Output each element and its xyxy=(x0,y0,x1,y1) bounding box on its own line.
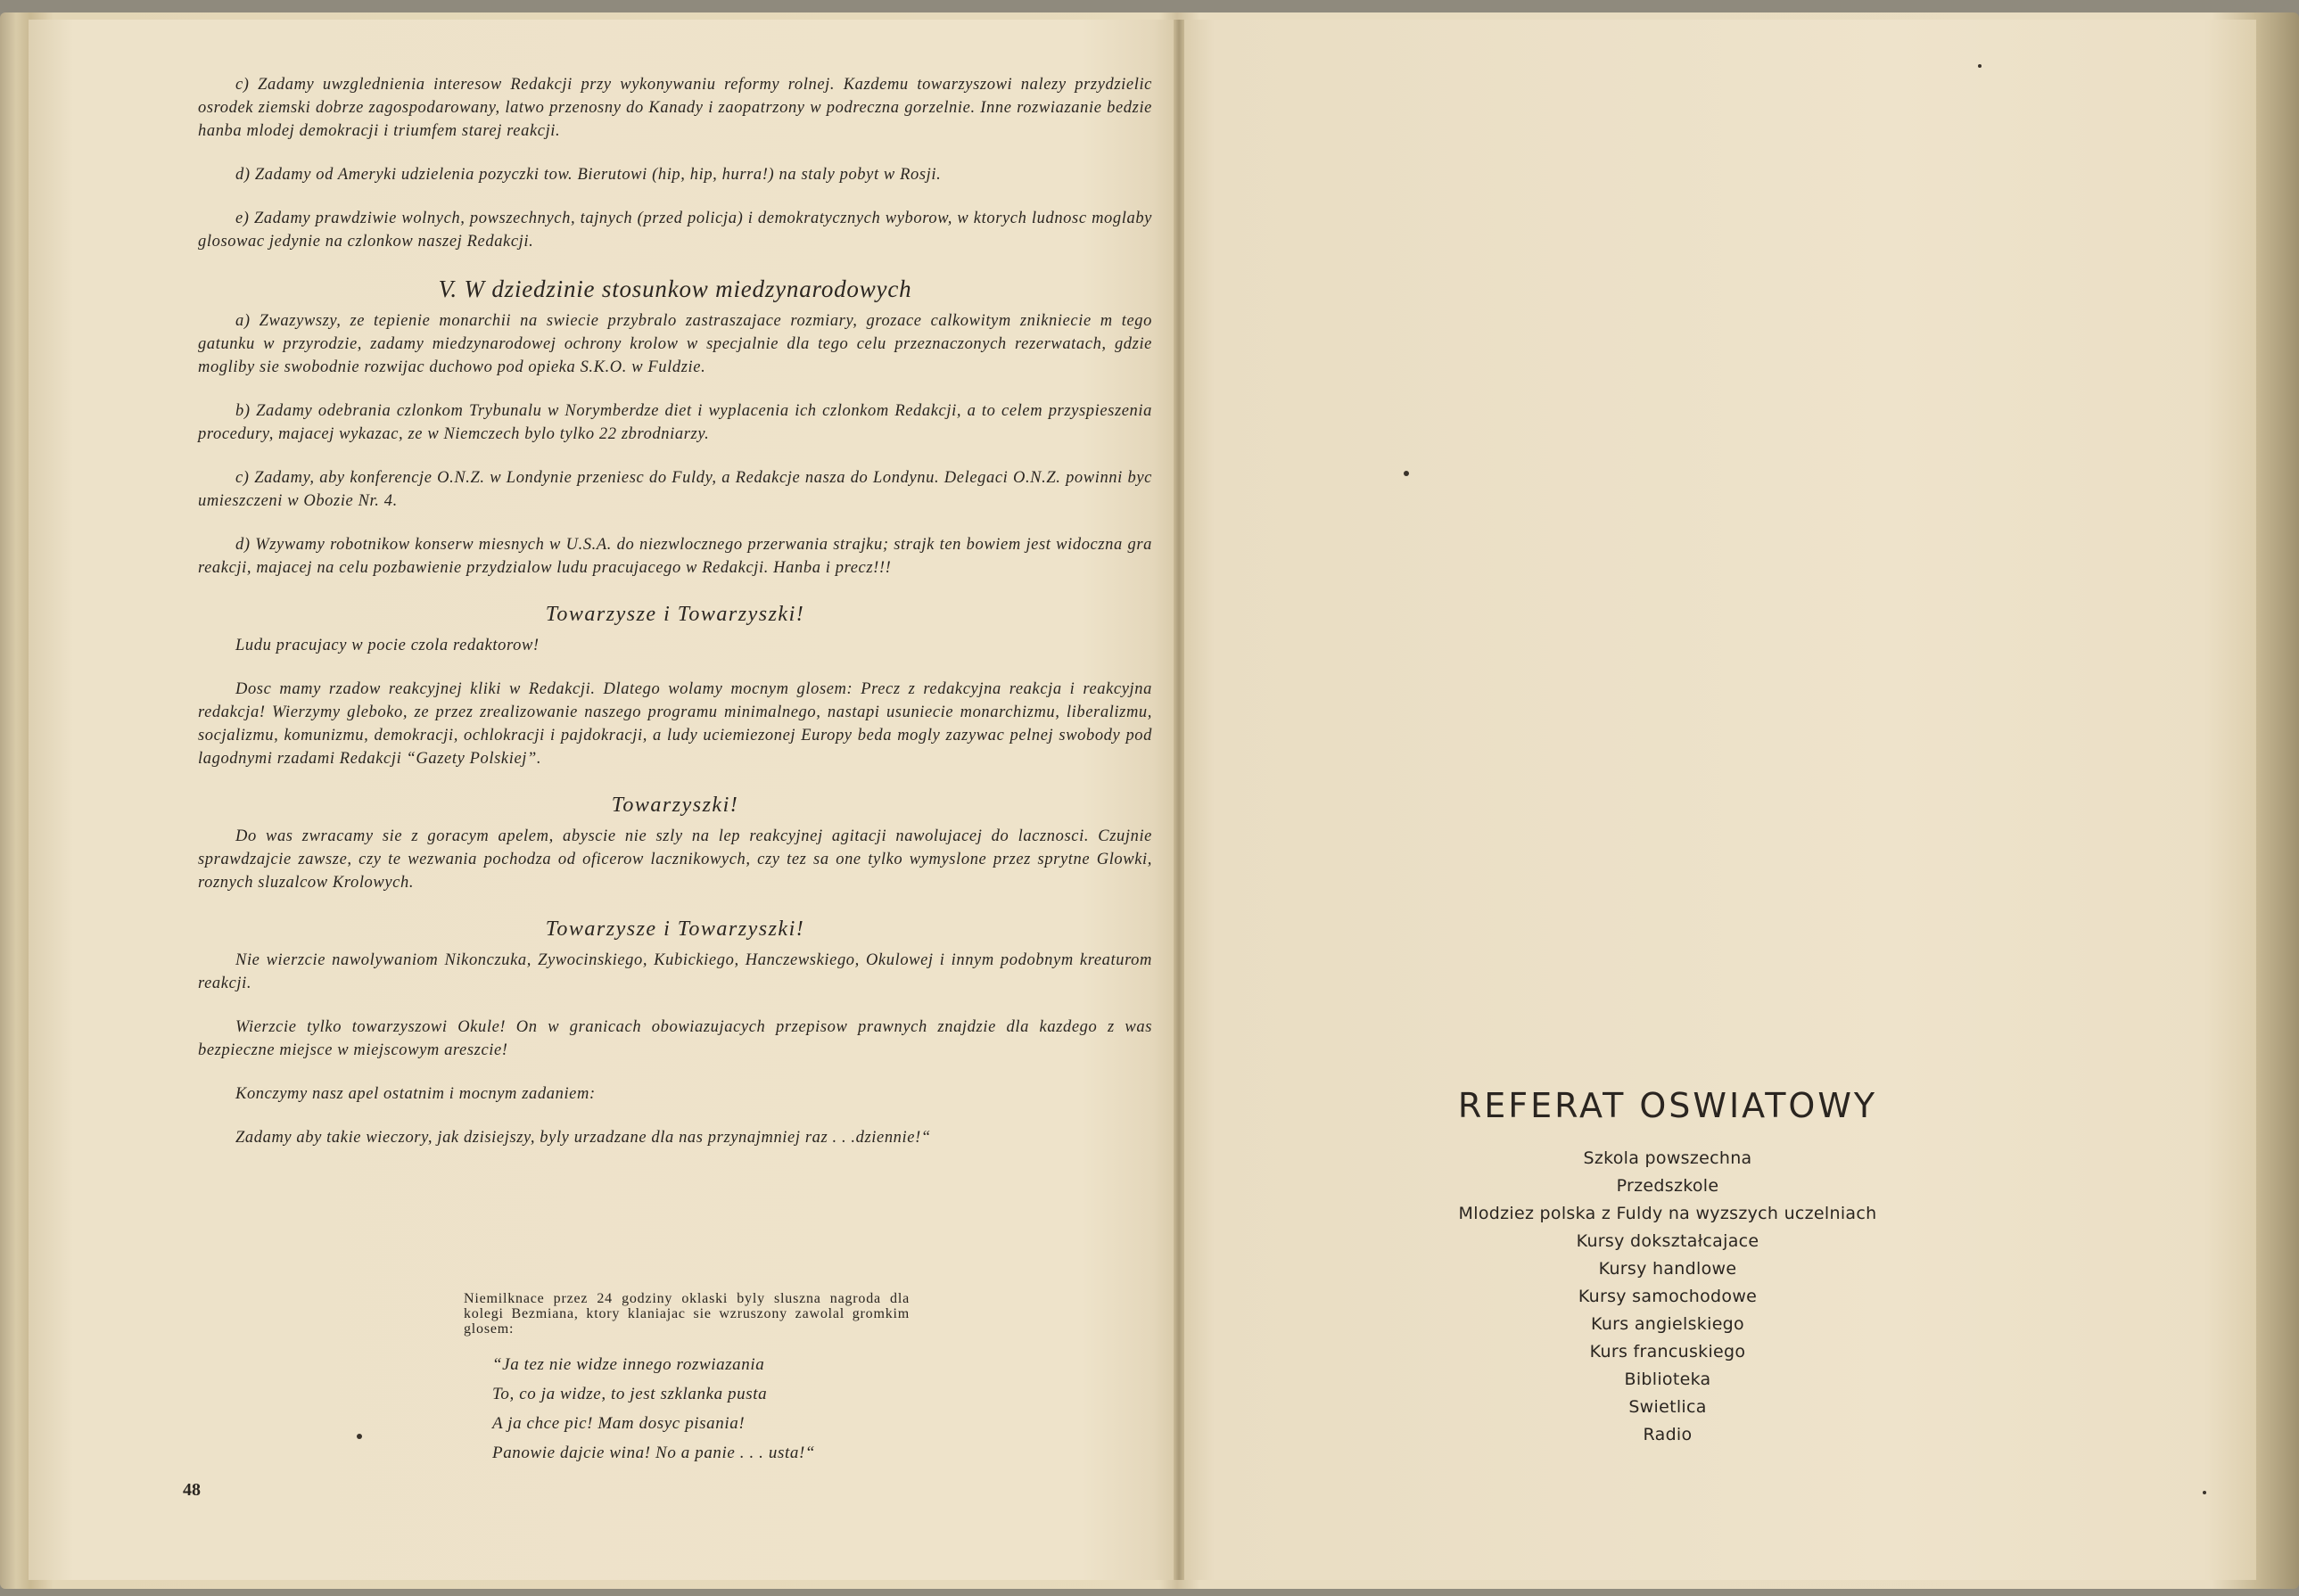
paragraph: a) Zwazywszy, ze tepienie monarchii na swiecie przybralo zastraszajace rozmiary, grozace calkowitym znikniecie m tego gatunku w przyrodzie, zadamy miedzynarodowej ochrony krolow w specjalnie dla tego celu przeznaczonych rezerwatach, gdzie mogliby sie swobodnie rozwijac duchowo pod opieka S.K.O. w Fuldzie. xyxy=(198,312,1152,376)
subheading: Towarzysze i Towarzyszki! xyxy=(545,603,805,626)
section-heading: V. W dziedzinie stosunkow miedzynarodowych xyxy=(438,276,912,302)
applause-text: Niemilknace przez 24 godziny oklaski byly sluszna nagroda dla kolegi Bezmiana, ktory klaniajac sie wzruszony zawolal gromkim glosem: xyxy=(464,1291,910,1337)
list-item: Radio xyxy=(1643,1425,1693,1444)
subheading: Towarzyszki! xyxy=(611,794,739,817)
paragraph: Dosc mamy rzadow reakcyjnej kliki w Redakcji. Dlatego wolamy mocnym glosem: Precz z redakcyjna reakcja i reakcyjna redakcja! Wierzymy gleboko, ze przez zrealizowanie naszego programu minimalnego, nastapi usuniecie monarchizmu, liberalizmu, socjalizmu, komunizmu, demokracji, ochlokracji i pajdokracji, a ludy uciemiezonej Europy beda mogly zazywac pelnej swobody pod lagodnymi rzadami Redakcji “Gazety Polskiej”. xyxy=(198,680,1152,768)
paragraph: b) Zadamy odebrania czlonkom Trybunalu w Norymberdze diet i wyplacenia ich czlonkom Redakcji, a to celem przyspieszenia procedury, majacej wykazac, ze w Niemczech bylo tylko 22 zbrodniarzy. xyxy=(198,402,1152,443)
paragraph: c) Zadamy uwzglednienia interesow Redakcji przy wykonywaniu reformy rolnej. Kazdemu towarzyszowi nalezy przydzielic osrodek ziemski dobrze zagospodarowany, latwo przenosny do Kanady i zaopatrzony w podreczna gorzelnie. Inne rozwiazanie bedzie hanba mlodej demokracji i triumfem starej reakcji. xyxy=(198,76,1152,140)
left-page-text xyxy=(198,73,1152,1170)
list-item: Swietlica xyxy=(1628,1397,1707,1417)
paragraph: d) Zadamy od Ameryki udzielenia pozyczki tow. Bierutowi (hip, hip, hurra!) na staly pobyt w Rosji. xyxy=(235,166,942,184)
page-number: 48 xyxy=(183,1480,201,1500)
list-item: Mlodziez polska z Fuldy na wyzszych uczelniach xyxy=(1458,1204,1877,1223)
list-item: Kursy handlowe xyxy=(1598,1259,1737,1279)
poem-line: To, co ja widze, to jest szklanka pusta xyxy=(492,1385,768,1403)
paragraph: Konczymy nasz apel ostatnim i mocnym zadaniem: xyxy=(235,1085,596,1103)
referat-list xyxy=(1391,1145,1944,1449)
poem-line: “Ja tez nie widze innego rozwiazania xyxy=(492,1355,765,1374)
paragraph: c) Zadamy, aby konferencje O.N.Z. w Londynie przeniesc do Fuldy, a Redakcje nasza do Londynu. Delegaci O.N.Z. powinni byc umieszczeni w Obozie Nr. 4. xyxy=(198,469,1152,510)
ink-speck xyxy=(1978,64,1982,68)
paragraph: Ludu pracujacy w pocie czola redaktorow! xyxy=(235,637,540,654)
list-item: Biblioteka xyxy=(1624,1370,1711,1389)
book-gutter xyxy=(1174,20,1184,1580)
poem-line: Panowie dajcie wina! No a panie . . . usta!“ xyxy=(492,1444,816,1462)
list-item: Szkola powszechna xyxy=(1583,1148,1752,1168)
ink-speck xyxy=(357,1434,362,1439)
list-item: Kurs francuskiego xyxy=(1589,1342,1746,1362)
list-item: Kurs angielskiego xyxy=(1591,1314,1744,1334)
paragraph: Do was zwracamy sie z goracym apelem, abyscie nie szly na lep reakcyjnej agitacji nawolujacej do lacznosci. Czujnie sprawdzajcie zawsze, czy te wezwania pochodza od oficerow lacznikowych, czy tez sa one tylko wymyslone przez sprytne Glowki, roznych sluzalcow Krolowych. xyxy=(198,827,1152,892)
referat-section xyxy=(1391,1086,1944,1449)
list-item: Kursy samochodowe xyxy=(1578,1287,1758,1306)
poem xyxy=(492,1350,956,1468)
paragraph: Zadamy aby takie wieczory, jak dzisiejszy, byly urzadzane dla nas przynajmniej raz . . .dziennie!“ xyxy=(235,1129,931,1147)
list-item: Przedszkole xyxy=(1616,1176,1719,1196)
subheading: Towarzysze i Towarzyszki! xyxy=(545,917,805,941)
poem-line: A ja chce pic! Mam dosyc pisania! xyxy=(492,1414,746,1433)
paragraph: Nie wierzcie nawolywaniom Nikonczuka, Zywocinskiego, Kubickiego, Hanczewskiego, Okulowej i innym podobnym kreaturom reakcji. xyxy=(198,951,1152,992)
applause-note xyxy=(464,1291,910,1337)
referat-title: REFERAT OSWIATOWY xyxy=(1457,1086,1878,1125)
paragraph: d) Wzywamy robotnikow konserw miesnych w U.S.A. do niezwlocznego przerwania strajku; strajk ten bowiem jest widoczna gra reakcji, majacej na celu pozbawienie przydzialow ludu pracujacego w Redakcji. Hanba i precz!!! xyxy=(198,536,1152,577)
paragraph: Wierzcie tylko towarzyszowi Okule! On w granicach obowiazujacych przepisow prawnych znajdzie dla kazdego z was bezpieczne miejsce w miejscowym areszcie! xyxy=(198,1018,1152,1059)
ink-speck xyxy=(2203,1491,2206,1494)
ink-speck xyxy=(1404,471,1409,476)
paragraph: e) Zadamy prawdziwie wolnych, powszechnych, tajnych (przed policja) i demokratycznych wyborow, w ktorych ludnosc moglaby glosowac jedynie na czlonkow naszej Redakcji. xyxy=(198,210,1152,251)
list-item: Kursy dokształcajace xyxy=(1576,1231,1759,1251)
